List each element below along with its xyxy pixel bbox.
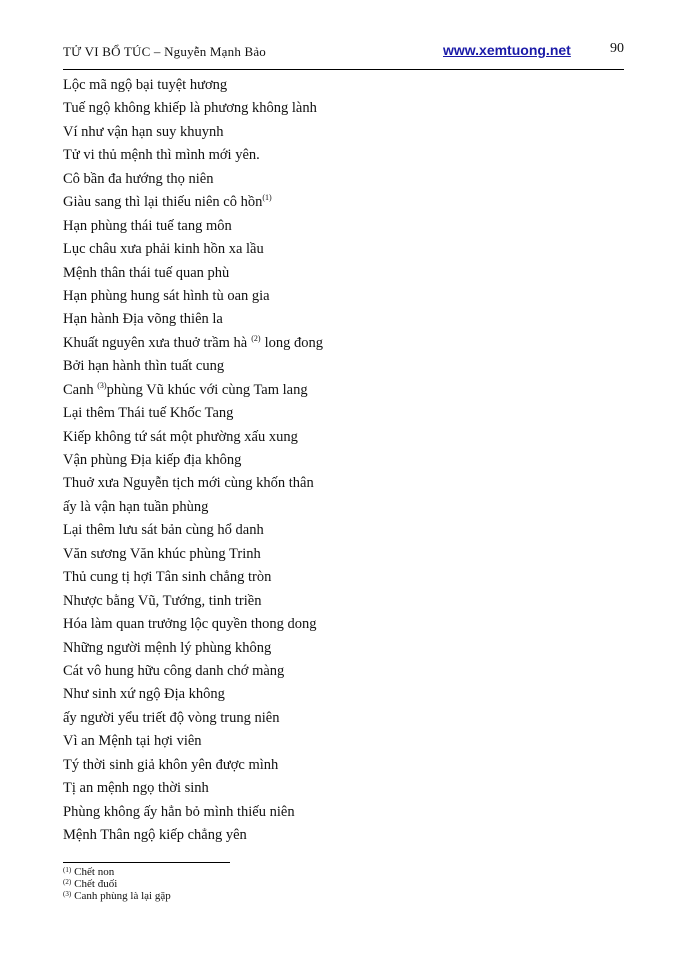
verse-line: Lại thêm Thái tuế Khốc Tang — [63, 405, 234, 422]
verse-line: Tử vi thủ mệnh thì mình mới yên. — [63, 147, 260, 164]
verse-line — [63, 379, 624, 402]
verse-line-text: Khuất nguyên xưa thuở trầm hà — [63, 334, 248, 351]
footnote-reference[interactable]: (3) — [97, 380, 107, 390]
verse-line: Mệnh Thân ngộ kiếp chẳng yên — [63, 827, 247, 843]
verse-line: Hạn hành Địa võng thiên la — [63, 311, 223, 328]
verse-line-text: phùng Vũ khúc với cùng Tam lang — [106, 381, 308, 398]
footnote-text: Chết non — [74, 866, 115, 878]
verse-line: Mệnh thân thái tuế quan phù — [63, 264, 230, 281]
verse-line: Phùng không ấy hẳn bỏ mình thiếu niên — [63, 803, 295, 820]
header-title: TỬ VI BỔ TÚC – Nguyễn Mạnh Bảo — [63, 44, 267, 59]
footnote-item — [63, 878, 463, 890]
verse-line: Thuở xưa Nguyễn tịch mới cùng khốn thân — [63, 475, 314, 492]
footnote-reference[interactable]: (2) — [251, 333, 261, 343]
verse-line: Thủ cung tị hợi Tân sinh chẳng tròn — [63, 569, 272, 586]
website-link[interactable]: www.xemtuong.net — [443, 42, 571, 58]
verse-line-text: Canh — [63, 381, 94, 398]
verse-line: Kiếp không tứ sát một phường xấu xung — [63, 428, 298, 445]
verse-line: Vì an Mệnh tại hợi viên — [63, 733, 202, 750]
footnote-text: Chết đuối — [74, 878, 118, 890]
page-number: 90 — [610, 41, 624, 56]
verse-line: Lại thêm lưu sát bản cùng hổ danh — [63, 522, 264, 539]
verse-line: Cát vô hung hữu công danh chớ màng — [63, 662, 285, 679]
header-divider — [63, 69, 624, 70]
footnote-item — [63, 890, 463, 902]
verse-line: Ví như vận hạn suy khuynh — [63, 123, 224, 140]
verse-line: ấy là vận hạn tuần phùng — [63, 498, 209, 515]
verse-body — [63, 74, 624, 847]
verse-line: Lộc mã ngộ bại tuyệt hương — [63, 77, 228, 93]
verse-line: Hạn phùng hung sát hình tù oan gia — [63, 287, 270, 304]
footnote-marker: (3) — [63, 890, 72, 898]
verse-line-text: long đong — [264, 334, 323, 351]
verse-line: Những người mệnh lý phùng không — [63, 639, 272, 656]
footnote-item — [63, 866, 463, 878]
footnote-marker: (2) — [63, 878, 72, 886]
verse-line: Bởi hạn hành thìn tuất cung — [63, 358, 225, 375]
verse-line: Văn sương Văn khúc phùng Trinh — [63, 545, 261, 562]
verse-line — [63, 332, 624, 355]
verse-line: Tị an mệnh ngọ thời sinh — [63, 780, 209, 797]
verse-line: Lục châu xưa phải kinh hồn xa lầu — [63, 241, 264, 258]
verse-line: Như sinh xứ ngộ Địa không — [63, 686, 225, 703]
verse-line: Hạn phùng thái tuế tang môn — [63, 217, 232, 234]
footnotes — [63, 866, 463, 902]
verse-line: Tý thời sinh giả khôn yên được mình — [63, 756, 279, 773]
verse-line: Hóa làm quan trưởng lộc quyền thong dong — [63, 616, 317, 633]
verse-line: ấy người yểu triết độ vòng trung niên — [63, 709, 280, 726]
verse-line — [63, 191, 624, 214]
footnote-divider — [63, 862, 230, 863]
verse-line: Tuế ngộ không khiếp là phương không lành — [63, 100, 317, 117]
footnote-marker: (1) — [63, 866, 72, 874]
page-header — [63, 38, 624, 68]
verse-line-text: Giàu sang thì lại thiếu niên cô hồn — [63, 194, 263, 211]
footnote-reference[interactable]: (1) — [262, 193, 272, 203]
footnote-text: Canh phùng là lại gặp — [74, 890, 171, 902]
verse-line: Vận phùng Địa kiếp địa không — [63, 452, 242, 468]
verse-line: Nhược bằng Vũ, Tướng, tinh triền — [63, 592, 262, 609]
verse-line: Cô bần đa hướng thọ niên — [63, 170, 214, 187]
